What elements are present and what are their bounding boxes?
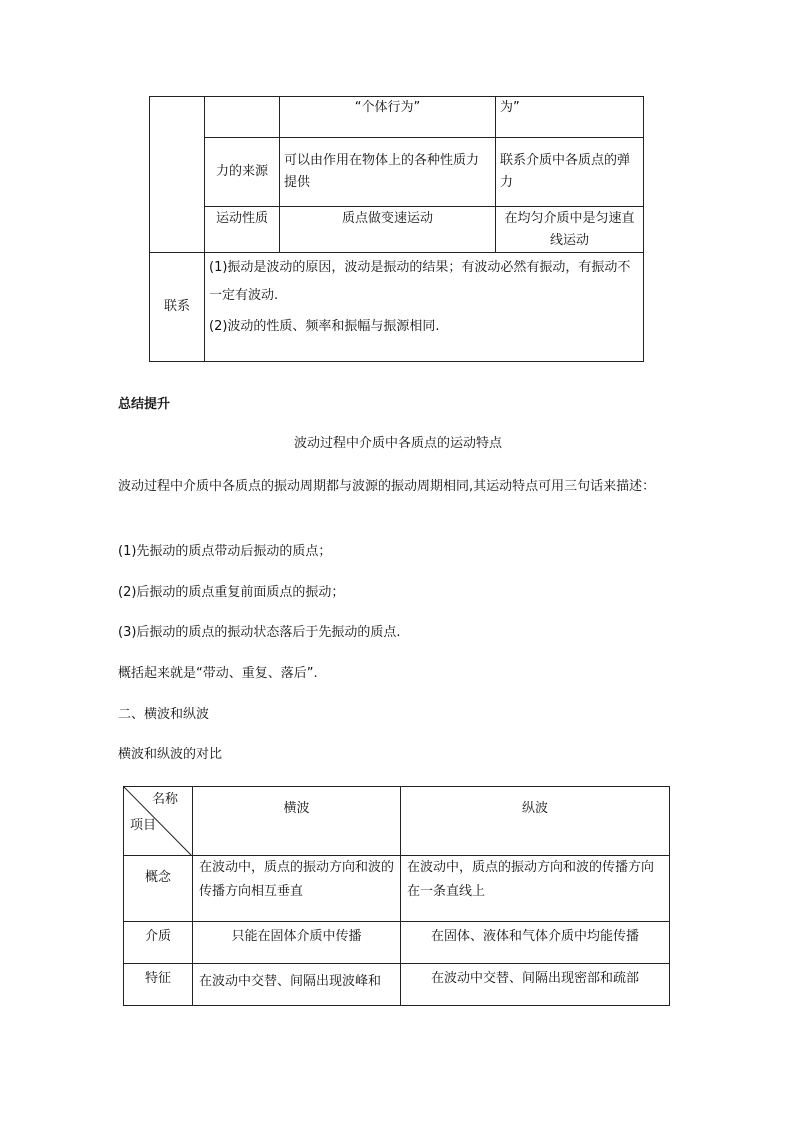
row-label-relation: 联系 — [150, 253, 205, 362]
relation-line-2: (2)波动的性质、频率和振幅与振源相同. — [209, 319, 440, 334]
row-label-concept: 概念 — [124, 856, 193, 922]
relation-cell — [205, 253, 644, 362]
table-cell: 在固体、液体和气体介质中均能传播 — [401, 922, 670, 964]
list-item: (1)先振动的质点带动后振动的质点； — [118, 544, 332, 559]
table-cell: 在波动中，质点的振动方向和波的传播方向在一条直线上 — [401, 856, 670, 922]
table-cell-empty — [205, 97, 280, 138]
section-heading-summary: 总结提升 — [118, 397, 171, 412]
section-subtitle: 波动过程中介质中各质点的运动特点 — [293, 436, 502, 451]
list-item: (3)后振动的质点的振动状态落后于先振动的质点. — [118, 625, 401, 640]
table-cell: 只能在固体介质中传播 — [193, 922, 401, 964]
row-label-medium: 介质 — [124, 922, 193, 964]
intro-paragraph: 波动过程中介质中各质点的振动周期都与波源的振动周期相同,其运动特点可用三句话来描述： — [118, 479, 656, 494]
row-label-force-source: 力的来源 — [205, 138, 280, 207]
table-cell: 在波动中交替、间隔出现密部和疏部 — [401, 964, 670, 1006]
table-cell: 在波动中交替、间隔出现波峰和 — [193, 964, 401, 1006]
diagonal-header-cell — [124, 787, 193, 856]
table-cell: 在波动中，质点的振动方向和波的传播方向相互垂直 — [193, 856, 401, 922]
table-cell: 联系介质中各质点的弹力 — [496, 138, 644, 207]
header-item-label: 项目 — [130, 818, 157, 833]
summary-line: 概括起来就是“带动、重复、落后”. — [118, 666, 318, 681]
comparison-table-vibration-wave — [149, 96, 644, 362]
row-label-feature: 特征 — [124, 964, 193, 1006]
table-cell: 为” — [496, 97, 644, 138]
relation-line-1: (1)振动是波动的原因，波动是振动的结果；有波动必然有振动，有振动不一定有波动. — [209, 260, 631, 303]
section-subheading: 横波和纵波的对比 — [118, 747, 223, 762]
column-header-transverse: 横波 — [193, 787, 401, 856]
table-cell: 可以由作用在物体上的各种性质力提供 — [280, 138, 496, 207]
table-cell: “个体行为” — [280, 97, 496, 138]
list-item: (2)后振动的质点重复前面质点的振动； — [118, 585, 345, 600]
header-name-label: 名称 — [152, 792, 179, 807]
column-header-longitudinal: 纵波 — [401, 787, 670, 856]
table-cell-empty — [150, 97, 205, 253]
section-heading-transverse-longitudinal: 二、横波和纵波 — [118, 707, 210, 722]
table-cell: 在均匀介质中是匀速直线运动 — [496, 207, 644, 253]
table-cell: 质点做变速运动 — [280, 207, 496, 253]
row-label-motion-nature: 运动性质 — [205, 207, 280, 253]
comparison-table-wave-types — [123, 786, 670, 1006]
